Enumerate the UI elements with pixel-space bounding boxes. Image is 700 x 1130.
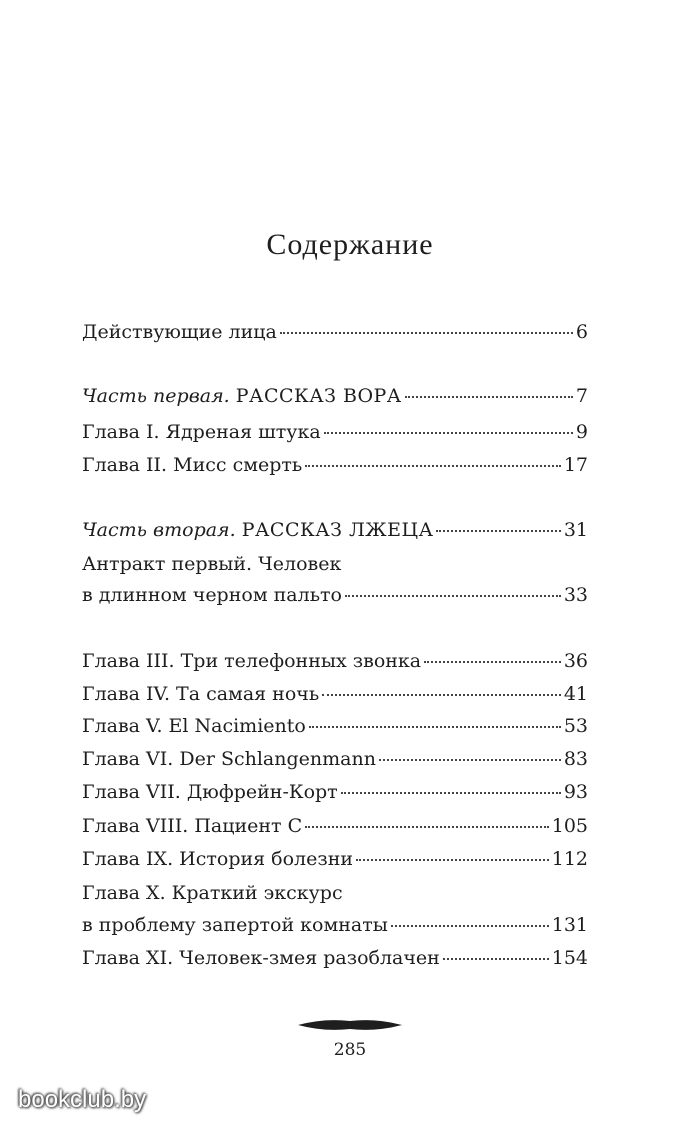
toc-entry-page: 131 — [551, 914, 588, 936]
dot-leader — [322, 694, 561, 696]
toc-entry-label: Глава VII. Дюфрейн-Корт — [82, 781, 338, 803]
toc-entry-page: 41 — [563, 683, 588, 705]
toc-entry-chapter-1 — [82, 420, 588, 444]
toc-entry-page: 33 — [563, 584, 588, 606]
watermark: bookclub.by — [18, 1086, 147, 1113]
toc-entry-chapter-7 — [82, 780, 588, 804]
part-title: РАССКАЗ ВОРА — [235, 385, 402, 407]
toc-entry-page: 17 — [563, 454, 588, 476]
part-label: Часть первая. — [82, 385, 230, 407]
toc-entry-chapter-3 — [82, 649, 588, 673]
toc-entry-label: Глава IX. История болезни — [82, 848, 354, 870]
toc-entry-page: 154 — [551, 947, 588, 969]
dot-leader — [379, 759, 561, 761]
toc-entry-label: Глава V. El Nacimiento — [82, 715, 306, 737]
dot-leader — [424, 661, 561, 663]
toc-entry-page: 31 — [563, 519, 588, 541]
dot-leader — [309, 726, 561, 728]
page-number: 285 — [333, 1040, 367, 1060]
toc-entry-label: Действующие лица — [82, 321, 277, 343]
toc-entry-label: Глава VIII. Пациент С — [82, 815, 303, 837]
toc-entry-chapter-2 — [82, 453, 588, 477]
toc-entry-part-two — [82, 518, 588, 542]
dot-leader — [280, 332, 573, 334]
toc-entry-label: в проблему запертой комнаты — [82, 914, 388, 936]
toc-entry-page: 6 — [575, 321, 588, 343]
toc-entry-label: Глава I. Ядреная штука — [82, 421, 321, 443]
dot-leader — [345, 595, 561, 597]
dot-leader — [436, 530, 560, 532]
toc-entry-page: 112 — [551, 848, 588, 870]
toc-entry-page: 53 — [563, 715, 588, 737]
toc-entry-label: Глава IV. Та самая ночь — [82, 683, 320, 705]
part-title: РАССКАЗ ЛЖЕЦА — [241, 519, 434, 541]
toc-entry-page: 7 — [575, 385, 588, 407]
dot-leader — [356, 859, 549, 861]
toc-entry-label: в длинном черном пальто — [82, 584, 342, 606]
toc-entry-page: 9 — [575, 421, 588, 443]
toc-entry-page: 93 — [563, 781, 588, 803]
toc-entry-chapter-10 — [82, 913, 588, 937]
toc-entry-part-one — [82, 384, 588, 408]
toc-entry-label: Глава XI. Человек-змея разоблачен — [82, 947, 440, 969]
toc-entry-chapter-5 — [82, 714, 588, 738]
toc-entry-label-line1: Глава X. Краткий экскурс — [82, 882, 343, 904]
toc-entry-page: 36 — [563, 650, 588, 672]
toc-entry-label — [82, 384, 402, 408]
toc-entry-label-line1: Антракт первый. Человек — [82, 553, 342, 575]
toc-entry-actors — [82, 320, 588, 344]
dot-leader — [405, 396, 573, 398]
part-label: Часть вторая. — [82, 519, 236, 541]
toc-entry-label: Глава III. Три телефонных звонка — [82, 650, 422, 672]
dot-leader — [324, 432, 573, 434]
toc-entry-chapter-9 — [82, 847, 588, 871]
dot-leader — [305, 465, 561, 467]
dot-leader — [341, 792, 561, 794]
page-title: Содержание — [266, 228, 434, 261]
toc-entry-label: Глава VI. Der Schlangenmann — [82, 748, 376, 770]
ornament-divider-icon — [298, 1018, 402, 1032]
toc-entry-label: Глава II. Мисс смерть — [82, 454, 303, 476]
toc-entry-page: 83 — [563, 748, 588, 770]
toc-entry-chapter-6 — [82, 747, 588, 771]
toc-entry-chapter-11 — [82, 946, 588, 970]
dot-leader — [443, 958, 549, 960]
dot-leader — [305, 826, 549, 828]
dot-leader — [391, 925, 549, 927]
toc-entry-label — [82, 518, 433, 542]
toc-entry-entracte-1 — [82, 583, 588, 607]
toc-entry-chapter-4 — [82, 682, 588, 706]
toc-entry-chapter-8 — [82, 814, 588, 838]
toc-entry-page: 105 — [551, 815, 588, 837]
